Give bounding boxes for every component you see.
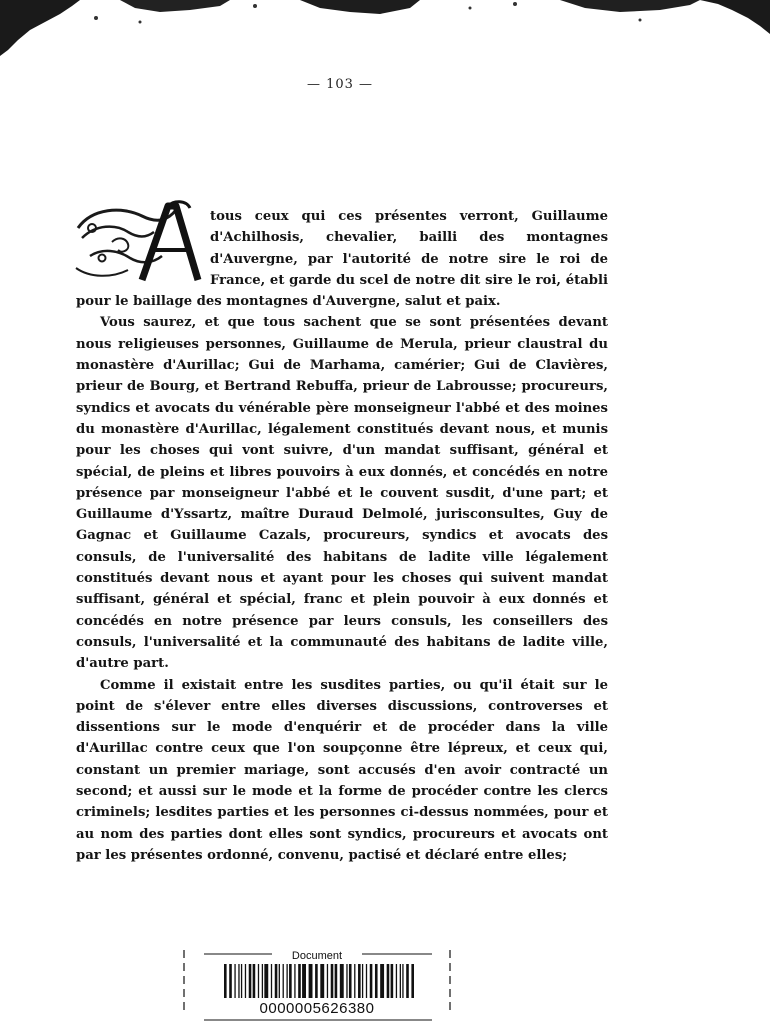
document-barcode — [182, 944, 452, 1024]
barcode-bars-icon — [224, 964, 414, 998]
body-text — [76, 206, 608, 866]
barcode-label: Document — [291, 950, 343, 962]
paragraph-opening: tous ceux qui ces présentes verront, Guillaume d'Achilhosis, chevalier, bailli des montagnes d'Auvergne, par l'autorité de notre sire le roi de France, et garde du scel de notre dit sire le roi, établi pour le baillage des montagnes d'Auvergne, salut et paix. — [76, 209, 608, 310]
barcode-number: 0000005626380 — [259, 1000, 375, 1017]
ornamental-initial-A-icon — [72, 198, 204, 282]
paragraph-parties: Vous saurez, et que tous sachent que se sont présentées devant nous religieuses personnes, Guillaume de Merula, prieur claustral du monastère d'Aurillac; Gui de Marhama, camérier; Gui de Clavières, prieur de Bourg, et Bertrand Rebuffa, prieur de Labrousse; procureurs, syndics et avocats du vénérable père monseigneur l'abbé et des moines du monastère d'Aurillac, légalement constitués devant nous, et munis pour les choses qui vont suivre, d'un mandat suffisant, général et spécial, de pleins et libres pouvoirs à eux donnés, et concédés en notre présence par monseigneur l'abbé et le couvent susdit, d'une part; et Guillaume d'Yssartz, maître Duraud Delmolé, jurisconsultes, Guy de Gagnac et Guillaume Cazals, procureurs, syndics et avocats des consuls, de l'universalité des habitans de ladite ville légalement constitués devant nous et ayant pour les choses qui suivent mandat suffisant, général et spécial, franc et plein pouvoir à eux donnés et concédés en notre présence par leurs consuls, les conseillers des consuls, l'universalité et la communauté des habitans de ladite ville, d'autre part. — [76, 315, 608, 672]
scan-edge-noise — [0, 0, 770, 60]
page-number: — 103 — — [306, 77, 374, 92]
paragraph-disputes: Comme il existait entre les susdites parties, ou qu'il était sur le point de s'élever entre elles diverses discussions, controverses et dissentions sur le mode d'enquérir et de procéder dans la ville d'Aurillac contre ceux que l'on soupçonne être lépreux, et ceux qui, constant un premier mariage, sont accusés d'en avoir contracté un second; et aussi sur le mode et la forme de procéder contre les clercs criminels; lesdites parties et les personnes ci-dessus nommées, pour et au nom des parties dont elles sont syndics, procureurs et avocats ont par les présentes ordonné, convenu, pactisé et déclaré entre elles; — [76, 677, 608, 863]
